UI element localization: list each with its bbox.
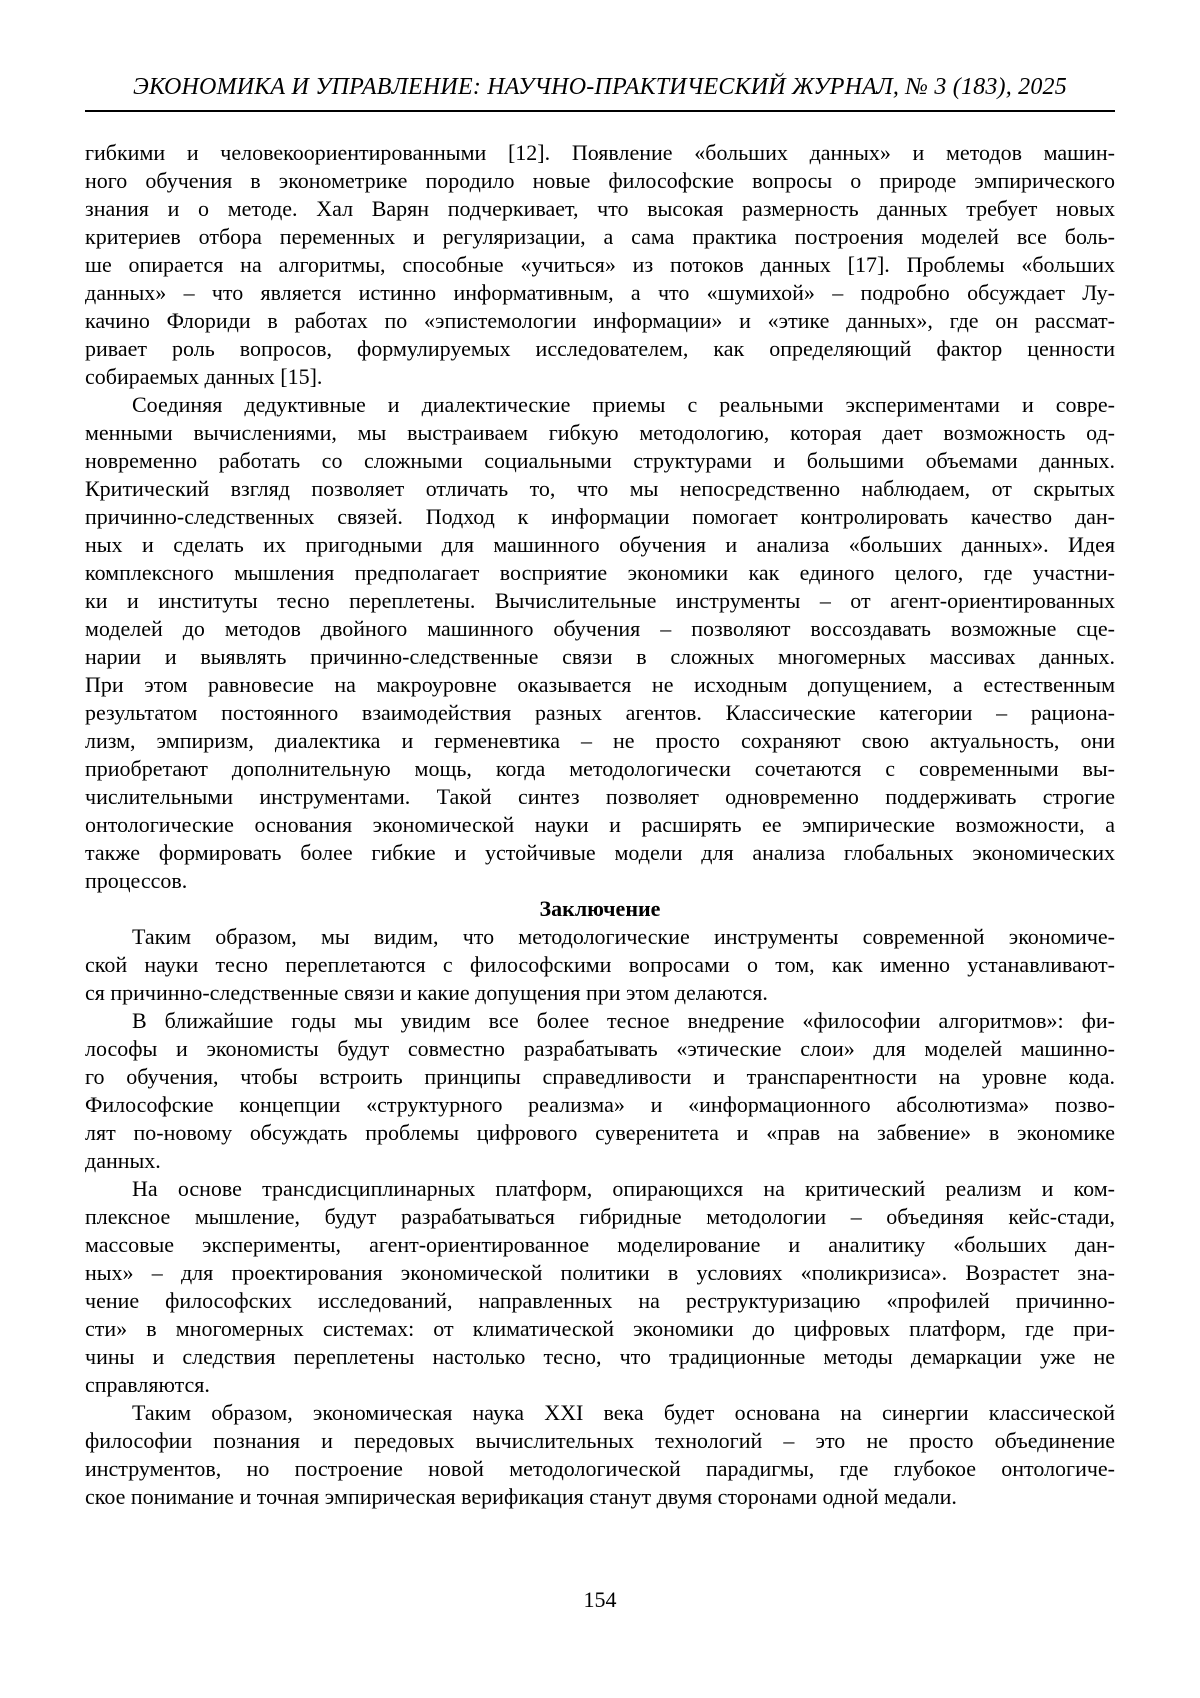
- text-line: справляются.: [85, 1372, 210, 1397]
- paragraph: [85, 923, 1115, 1007]
- paragraph: [85, 1399, 1115, 1511]
- text-line: лософы и экономисты будут совместно разрабатывать «этические слои» для моделей машинно-: [85, 1036, 1115, 1061]
- text-line: На основе трансдисциплинарных платформ, опирающихся на критический реализм и ком-: [132, 1176, 1115, 1201]
- text-line: процессов.: [85, 868, 188, 893]
- text-line: При этом равновесие на макроуровне оказывается не исходным допущением, а естественным: [85, 672, 1115, 697]
- text-line: данных.: [85, 1148, 161, 1173]
- section-heading: Заключение: [539, 896, 661, 921]
- text-line: плексное мышление, будут разрабатываться гибридные методологии – объединяя кейс-стади,: [85, 1204, 1115, 1229]
- text-line: го обучения, чтобы встроить принципы справедливости и транспарентности на уровне кода.: [85, 1064, 1115, 1089]
- text-line: качино Флориди в работах по «эпистемологии информации» и «этике данных», где он рассмат-: [85, 308, 1115, 333]
- text-line: онтологические основания экономической науки и расширять ее эмпирические возможности, а: [85, 812, 1115, 837]
- text-line: ское понимание и точная эмпирическая верификация станут двумя сторонами одной медали.: [85, 1484, 957, 1509]
- paragraph: [85, 1007, 1115, 1175]
- text-line: ся причинно-следственные связи и какие допущения при этом делаются.: [85, 980, 768, 1005]
- text-line: чины и следствия переплетены настолько тесно, что традиционные методы демаркации уже не: [85, 1344, 1115, 1369]
- text-line: Соединяя дедуктивные и диалектические приемы с реальными экспериментами и совре-: [132, 392, 1115, 417]
- text-line: Таким образом, экономическая наука XXI века будет основана на синергии классической: [132, 1400, 1115, 1425]
- text-line: ного обучения в эконометрике породило новые философские вопросы о природе эмпирического: [85, 168, 1115, 193]
- text-line: приобретают дополнительную мощь, когда методологически сочетаются с современными вы-: [85, 756, 1115, 781]
- text-line: критериев отбора переменных и регуляризации, а сама практика построения моделей все боль-: [85, 224, 1115, 249]
- text-line: числительными инструментами. Такой синтез позволяет одновременно поддерживать строгие: [85, 784, 1115, 809]
- text-line: новременно работать со сложными социальными структурами и большими объемами данных.: [85, 448, 1115, 473]
- text-line: лят по-новому обсуждать проблемы цифрового суверенитета и «прав на забвение» в экономике: [85, 1120, 1115, 1145]
- text-line: комплексного мышления предполагает восприятие экономики как единого целого, где участни-: [85, 560, 1115, 585]
- text-line: знания и о методе. Хал Варян подчеркивает, что высокая размерность данных требует новых: [85, 196, 1115, 221]
- text-line: Таким образом, мы видим, что методологические инструменты современной экономиче-: [132, 924, 1115, 949]
- text-line: ше опирается на алгоритмы, способные «учиться» из потоков данных [17]. Проблемы «больших: [85, 252, 1115, 277]
- text-line: моделей до методов двойного машинного обучения – позволяют воссоздавать возможные сце-: [85, 616, 1115, 641]
- text-line: лизм, эмпиризм, диалектика и герменевтика – не просто сохраняют свою актуальность, они: [85, 728, 1115, 753]
- text-line: Философские концепции «структурного реализма» и «информационного абсолютизма» позво-: [85, 1092, 1115, 1117]
- text-line: менными вычислениями, мы выстраиваем гибкую методологию, которая дает возможность од-: [85, 420, 1115, 445]
- text-line: Критический взгляд позволяет отличать то, что мы непосредственно наблюдаем, от скрытых: [85, 476, 1115, 501]
- text-line: собираемых данных [15].: [85, 364, 323, 389]
- article-body: [85, 139, 1115, 1511]
- text-line: нарии и выявлять причинно-следственные связи в сложных многомерных массивах данных.: [85, 644, 1115, 669]
- text-line: философии познания и передовых вычислительных технологий – это не просто объединение: [85, 1428, 1115, 1453]
- text-line: ных» – для проектирования экономической политики в условиях «поликризиса». Возрастет зна-: [85, 1260, 1115, 1285]
- text-line: ки и институты тесно переплетены. Вычислительные инструменты – от агент-ориентированных: [85, 588, 1115, 613]
- text-line: гибкими и человекоориентированными [12]. Появление «больших данных» и методов машин-: [85, 140, 1115, 165]
- text-line: ривает роль вопросов, формулируемых исследователем, как определяющий фактор ценности: [85, 336, 1115, 361]
- text-line: причинно-следственных связей. Подход к информации помогает контролировать качество дан-: [85, 504, 1115, 529]
- journal-title-line: ЭКОНОМИКА И УПРАВЛЕНИЕ: НАУЧНО-ПРАКТИЧЕСКИЙ ЖУРНАЛ, № 3 (183), 2025: [133, 74, 1067, 100]
- paragraph: [85, 1175, 1115, 1399]
- text-line: результатом постоянного взаимодействия разных агентов. Классические категории – рациона-: [85, 700, 1115, 725]
- text-line: массовые эксперименты, агент-ориентированное моделирование и аналитику «больших дан-: [85, 1232, 1115, 1257]
- running-header: [85, 0, 1115, 112]
- paragraph: [85, 139, 1115, 391]
- text-line: чение философских исследований, направленных на реструктуризацию «профилей причинно-: [85, 1288, 1115, 1313]
- text-line: В ближайшие годы мы увидим все более тесное внедрение «философии алгоритмов»: фи-: [132, 1008, 1115, 1033]
- text-line: данных» – что является истинно информативным, а что «шумихой» – подробно обсуждает Лу-: [85, 280, 1115, 305]
- text-line: ской науки тесно переплетаются с философскими вопросами о том, как именно устанавливают-: [85, 952, 1115, 977]
- page-number: 154: [583, 1587, 617, 1612]
- text-line: сти» в многомерных системах: от климатической экономики до цифровых платформ, где при-: [85, 1316, 1115, 1341]
- text-line: инструментов, но построение новой методологической парадигмы, где глубокое онтологиче-: [85, 1456, 1115, 1481]
- text-line: также формировать более гибкие и устойчивые модели для анализа глобальных экономических: [85, 840, 1115, 865]
- paragraph: [85, 391, 1115, 895]
- text-line: ных и сделать их пригодными для машинного обучения и анализа «больших данных». Идея: [85, 532, 1115, 557]
